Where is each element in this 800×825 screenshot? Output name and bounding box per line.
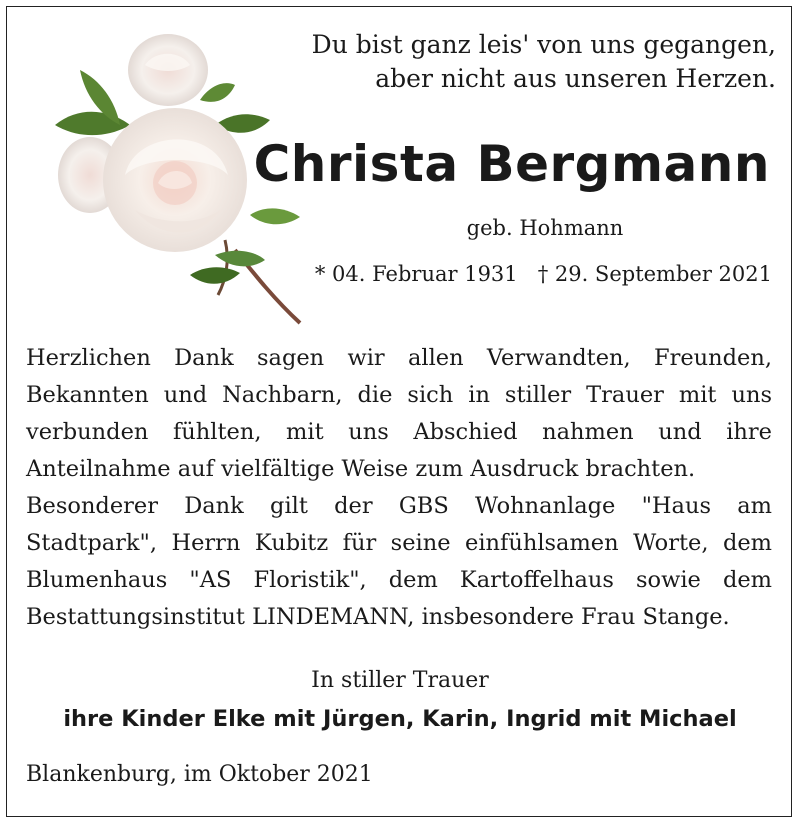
place-date: Blankenburg, im Oktober 2021 xyxy=(26,762,373,787)
thanks-paragraph-1: Herzlichen Dank sagen wir allen Verwandten, Freunden, Bekannten und Nachbarn, die sich in stiller Trauer mit uns verbunden fühlten, mit uns Abschied nahmen und ihre Anteilnahme auf vielfältige Weise zum Ausdruck brachten. xyxy=(26,345,772,482)
thanks-paragraph-2: Besonderer Dank gilt der GBS Wohnanlage "Haus am Stadtpark", Herrn Kubitz für seine einfühlsamen Worte, dem Blumenhaus "AS Floristik", dem Kartoffelhaus sowie dem Bestattungsinstitut LINDEMANN, insbesondere Frau Stange. xyxy=(26,493,772,630)
maiden-name: geb. Hohmann xyxy=(466,216,624,240)
mourning-family: ihre Kinder Elke mit Jürgen, Karin, Ingrid mit Michael xyxy=(63,706,737,732)
birth-date: * 04. Februar 1931 xyxy=(314,262,518,286)
motto-line-2: aber nicht aus unseren Herzen. xyxy=(375,64,776,93)
motto xyxy=(256,28,776,96)
thanks-text xyxy=(26,340,772,636)
death-date: † 29. September 2021 xyxy=(537,262,772,286)
deceased-name: Christa Bergmann xyxy=(253,135,770,193)
motto-line-1: Du bist ganz leis' von uns gegangen, xyxy=(311,30,776,59)
life-dates xyxy=(315,262,772,286)
mourning-intro: In stiller Trauer xyxy=(311,668,489,693)
